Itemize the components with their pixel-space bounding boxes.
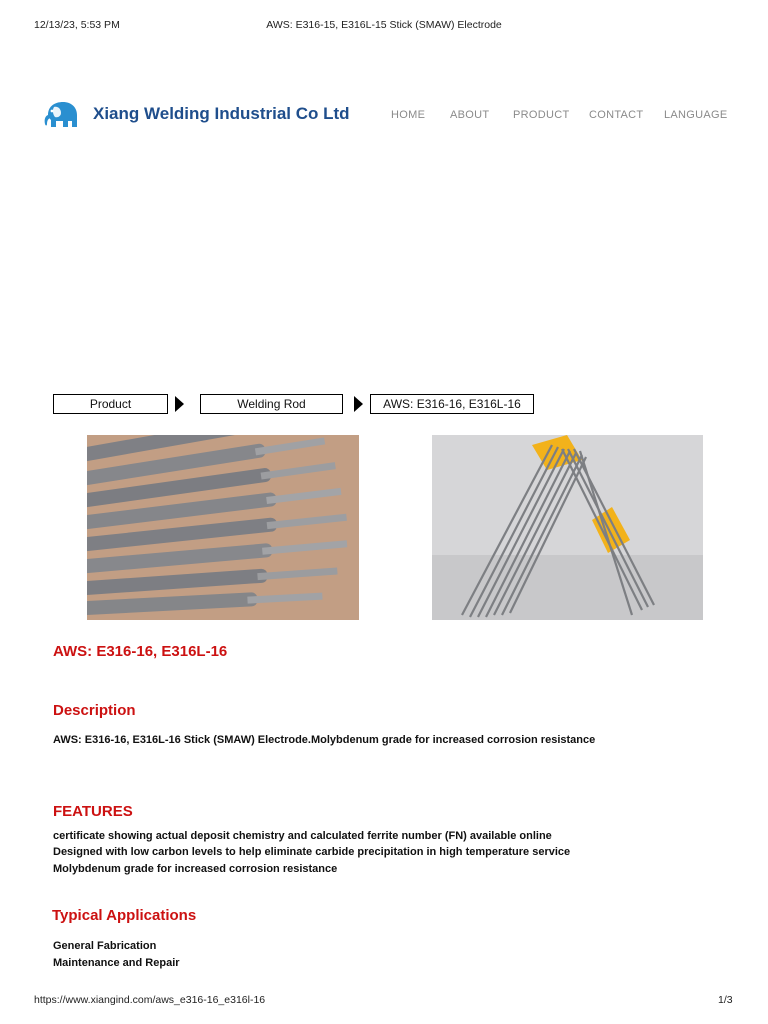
breadcrumb-product[interactable]: Product [53,394,168,414]
product-photo-rods-bundle [432,435,703,620]
nav-about[interactable]: ABOUT [450,109,490,121]
features-item: certificate showing actual deposit chemistry and calculated ferrite number (FN) available online [53,830,552,842]
features-item: Molybdenum grade for increased corrosion resistance [53,863,338,875]
footer-url: https://www.xiangind.com/aws_e316-16_e316l-16 [34,994,266,1006]
features-item: Designed with low carbon levels to help eliminate carbide precipitation in high temperature service [53,846,571,858]
breadcrumb-arrow-icon [354,396,363,412]
brand-name[interactable]: Xiang Welding Industrial Co Ltd [93,104,350,123]
applications-item: Maintenance and Repair [53,957,180,969]
nav-contact[interactable]: CONTACT [589,109,644,121]
product-photo-rods-closeup [87,435,359,620]
description-text: AWS: E316-16, E316L-16 Stick (SMAW) Electrode.Molybdenum grade for increased corrosion resistance [53,734,596,746]
features-heading: FEATURES [53,803,133,820]
elephant-logo-icon[interactable] [42,99,80,131]
product-title: AWS: E316-16, E316L-16 [53,643,228,660]
applications-heading: Typical Applications [52,907,197,924]
nav-language[interactable]: LANGUAGE [664,109,728,121]
description-heading: Description [53,702,136,719]
breadcrumb-arrow-icon [175,396,184,412]
applications-item: General Fabrication [53,940,157,952]
print-datetime: 12/13/23, 5:53 PM [34,19,120,31]
breadcrumb-current: AWS: E316-16, E316L-16 [370,394,534,414]
footer-page-number: 1/3 [718,994,733,1006]
breadcrumb-welding-rod[interactable]: Welding Rod [200,394,343,414]
nav-product[interactable]: PRODUCT [513,109,570,121]
nav-home[interactable]: HOME [391,109,426,121]
print-doc-title: AWS: E316-15, E316L-15 Stick (SMAW) Electrode [266,19,502,31]
